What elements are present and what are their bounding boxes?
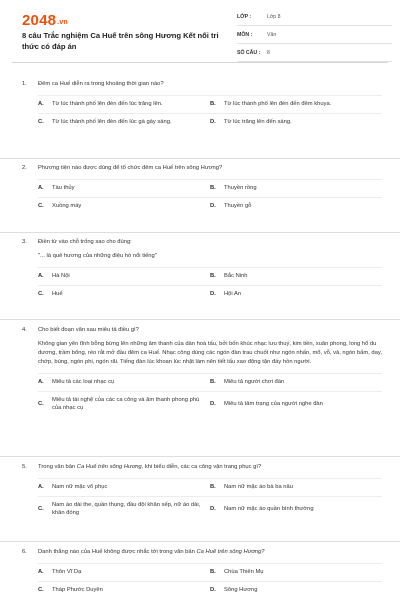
option-letter: B. xyxy=(210,273,216,279)
option-text: Nam nữ mặc võ phục xyxy=(52,484,108,490)
option-a[interactable] xyxy=(38,96,210,113)
option-letter: A. xyxy=(38,101,44,107)
question-passage: Không gian yên tĩnh bỗng bừng lên những âm thanh của dàn hoà tấu, bởi bốn khúc nhạc lưu thuỷ, kim tiền, xuân phong, long hổ du dương, trầm bổng, réo rắt mở đầu đêm ca Huế. Nhạc công dùng các ngón đàn trau chuốt như ngón nhấn, mổ, vỗ, vả, ngón bấm, day, chớp, búng, ngón phi, ngón rãi. Tiếng đàn lúc khoan lúc nhặt làm nên tiết tấu xao động tận đáy hồn người. xyxy=(38,341,382,365)
option-text: Miêu tả tài nghệ của các ca công và âm thanh phong phú của nhạc cụ xyxy=(52,396,200,411)
option-row xyxy=(38,95,382,113)
option-text: Hà Nội xyxy=(52,273,70,279)
option-c[interactable] xyxy=(38,582,210,599)
options xyxy=(38,563,382,598)
option-row xyxy=(38,179,382,197)
question-number: 6. xyxy=(22,549,27,555)
question-body: Phương tiện nào được dùng để tổ chức đêm ca Huế trên sông Hương? xyxy=(38,165,223,171)
option-c[interactable] xyxy=(38,198,210,215)
option-text: Từ lúc thành phố lên đèn đến lúc trăng lên. xyxy=(52,101,163,107)
option-b[interactable] xyxy=(210,96,382,113)
option-a[interactable] xyxy=(38,268,210,285)
option-row xyxy=(38,391,382,417)
question-number: 3. xyxy=(22,239,27,245)
question-1 xyxy=(22,80,382,130)
option-text: Bắc Ninh xyxy=(224,273,248,279)
option-row xyxy=(38,113,382,131)
option-text: Từ lúc trăng lên đến sáng. xyxy=(224,118,292,125)
question-number: 5. xyxy=(22,464,27,470)
option-row xyxy=(38,581,382,599)
question-text-after: khi biểu diễn, các ca công vận trang phục gì? xyxy=(143,464,262,470)
option-text: Thuyền gỗ xyxy=(224,202,252,209)
option-b[interactable] xyxy=(210,268,382,285)
option-text: Từ lúc thành phố lên đèn đến đêm khuya. xyxy=(224,101,332,107)
options xyxy=(38,95,382,130)
question-body: Đêm ca Huế diễn ra trong khoảng thời gian nào? xyxy=(38,81,164,87)
option-c[interactable] xyxy=(38,286,210,303)
option-row xyxy=(38,563,382,581)
option-c[interactable] xyxy=(38,114,210,131)
option-letter: C. xyxy=(38,118,44,125)
option-letter: B. xyxy=(210,569,216,575)
logo-suffix: .vn xyxy=(57,19,68,26)
question-text xyxy=(22,80,382,89)
meta-row-subject xyxy=(237,32,392,44)
option-b[interactable] xyxy=(210,180,382,197)
question-passage: "... là quê hương của những điệu hò nổi tiếng" xyxy=(38,253,157,259)
options xyxy=(38,179,382,214)
option-letter: B. xyxy=(210,484,216,490)
divider xyxy=(0,541,400,542)
option-text: Hội An xyxy=(224,290,242,297)
logo-text: 2048 xyxy=(22,12,57,29)
question-body xyxy=(38,548,265,557)
question-body: Điền từ vào chỗ trống sao cho đúng: xyxy=(38,239,132,245)
option-d[interactable] xyxy=(210,497,382,522)
question-2 xyxy=(22,164,382,214)
option-d[interactable] xyxy=(210,114,382,131)
question-number: 1. xyxy=(22,81,27,87)
option-c[interactable] xyxy=(38,392,210,417)
question-text xyxy=(22,238,382,247)
option-text: Thôn Vĩ Dạ xyxy=(52,569,82,575)
option-text: Thuyền rồng xyxy=(224,185,257,191)
option-b[interactable] xyxy=(210,374,382,391)
option-text: Huế xyxy=(52,290,63,297)
option-text: Xuồng máy xyxy=(52,202,82,209)
option-letter: C. xyxy=(38,400,44,407)
options xyxy=(38,478,382,522)
option-letter: B. xyxy=(210,379,216,385)
option-b[interactable] xyxy=(210,564,382,581)
option-row xyxy=(38,267,382,285)
option-d[interactable] xyxy=(210,582,382,599)
option-letter: A. xyxy=(38,273,44,279)
document-meta xyxy=(237,14,392,68)
option-letter: B. xyxy=(210,185,216,191)
option-text: Chùa Thiên Mụ xyxy=(224,569,264,575)
meta-label: LỚP : xyxy=(237,14,252,20)
option-row xyxy=(38,478,382,496)
option-text: Nam áo dài the, quần thụng, đầu đội khăn xếp, nữ áo dài, khăn đóng xyxy=(52,501,201,516)
meta-label: MÔN : xyxy=(237,32,253,38)
option-letter: D. xyxy=(210,202,216,209)
document-header xyxy=(12,0,388,63)
question-text-italic: Ca Huế trên sông Hương, xyxy=(76,464,144,470)
options xyxy=(38,373,382,417)
question-text-before: Danh thắng nào của Huế không được nhắc tới trong văn bản xyxy=(38,549,197,555)
option-row xyxy=(38,496,382,522)
option-text: Miêu tả người chơi đàn xyxy=(224,379,285,385)
option-letter: D. xyxy=(210,505,216,512)
option-letter: C. xyxy=(38,290,44,297)
question-text-italic: Ca Huế trên sông Hương? xyxy=(196,549,265,555)
option-text: Tháp Phước Duyên xyxy=(52,586,103,593)
meta-value: Lớp 8 xyxy=(267,14,281,20)
option-letter: D. xyxy=(210,118,216,125)
options xyxy=(38,267,382,302)
option-letter: C. xyxy=(38,586,44,593)
option-a[interactable] xyxy=(38,564,210,581)
meta-label: SỐ CÂU : xyxy=(237,50,261,56)
meta-value: Văn xyxy=(267,32,277,38)
option-letter: A. xyxy=(38,185,44,191)
option-row xyxy=(38,197,382,215)
option-letter: A. xyxy=(38,484,44,490)
question-number: 4. xyxy=(22,327,27,333)
divider xyxy=(0,319,400,320)
option-letter: C. xyxy=(38,505,44,512)
option-letter: A. xyxy=(38,569,44,575)
question-5 xyxy=(22,463,382,522)
option-letter: D. xyxy=(210,290,216,297)
meta-row-count xyxy=(237,50,392,62)
question-3 xyxy=(22,238,382,302)
option-text: Sông Hương xyxy=(224,586,258,593)
question-text-before: Trong văn bản xyxy=(38,464,77,470)
question-text xyxy=(22,548,382,557)
divider xyxy=(0,232,400,233)
site-logo[interactable] xyxy=(22,12,68,29)
option-row xyxy=(38,285,382,303)
divider xyxy=(0,158,400,159)
meta-value: 8 xyxy=(267,50,270,56)
option-a[interactable] xyxy=(38,180,210,197)
option-letter: C. xyxy=(38,202,44,209)
option-a[interactable] xyxy=(38,374,210,391)
option-letter: D. xyxy=(210,586,216,593)
option-d[interactable] xyxy=(210,286,382,303)
option-text: Miêu tả tâm trạng của người nghe đàn xyxy=(224,400,323,407)
option-a[interactable] xyxy=(38,479,210,496)
option-row xyxy=(38,373,382,391)
option-d[interactable] xyxy=(210,198,382,215)
option-text: Nam nữ mặc áo bà ba nâu xyxy=(224,484,293,490)
option-text: Từ lúc thành phố lên đèn đến lúc gà gáy sáng. xyxy=(52,118,172,125)
question-body xyxy=(38,463,261,472)
option-text: Miêu tả các loại nhạc cụ xyxy=(52,379,115,385)
option-d[interactable] xyxy=(210,392,382,417)
option-b[interactable] xyxy=(210,479,382,496)
question-text xyxy=(22,164,382,173)
option-letter: B. xyxy=(210,101,216,107)
divider xyxy=(0,456,400,457)
document-title: 8 câu Trắc nghiệm Ca Huế trên sông Hương Kết nối tri thức có đáp án xyxy=(22,31,219,51)
option-c[interactable] xyxy=(38,497,210,522)
option-text: Nam nữ mặc áo quần bình thường xyxy=(224,505,314,512)
question-number: 2. xyxy=(22,165,27,171)
question-text xyxy=(22,326,382,335)
meta-row-class xyxy=(237,14,392,26)
option-letter: A. xyxy=(38,379,44,385)
question-4 xyxy=(22,326,382,417)
option-letter: D. xyxy=(210,400,216,407)
question-text xyxy=(22,463,382,472)
option-text: Tàu thủy xyxy=(52,185,75,191)
question-6 xyxy=(22,548,382,598)
question-body: Cho biết đoạn văn sau miêu tả điều gì? xyxy=(38,327,139,333)
